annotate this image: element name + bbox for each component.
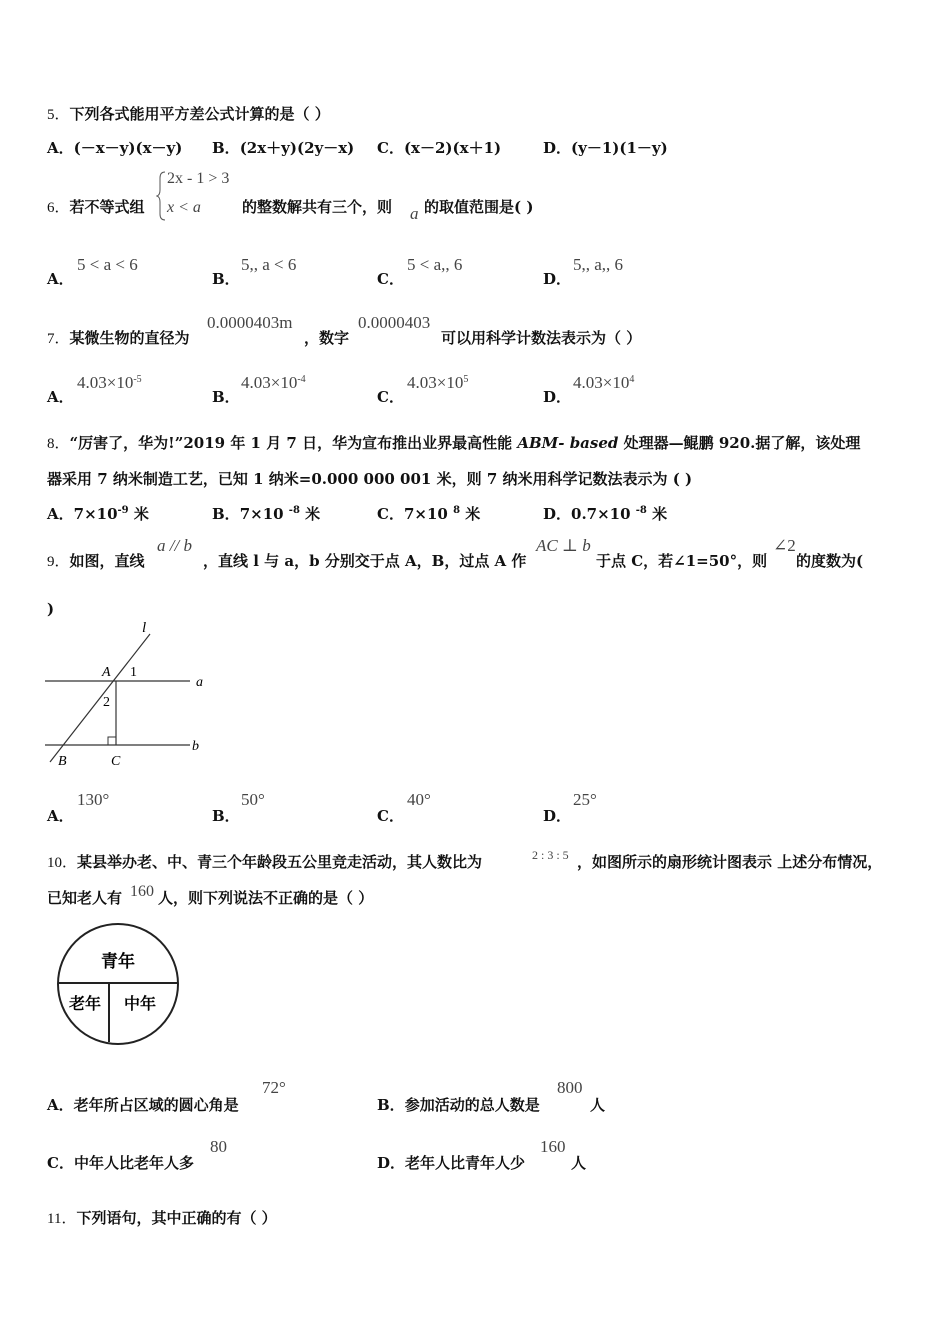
q6-system-line2: x < a — [167, 199, 201, 216]
q7-stem: 7．某微生物的直径为 — [47, 329, 190, 347]
q9-stem-d: 的度数为( — [796, 552, 864, 570]
q10-option-d: D．老年人比青年人少 — [377, 1154, 526, 1172]
q6-option-c-label: C． — [377, 270, 404, 288]
right-angle-mark — [108, 737, 116, 745]
q6-option-b: 5,, a < 6 — [241, 255, 297, 274]
q9-stem-b: ，直线 l 与 a，b 分别交于点 A，B，过点 A 作 — [203, 552, 527, 570]
q9-stem: 9．如图，直线 — [47, 552, 145, 570]
q5-option-a: A．(－x－y)(x－y) — [47, 139, 183, 157]
q7-option-c: $4.03\times 10^5$ — [407, 373, 469, 392]
q6-option-d-label: D． — [543, 270, 572, 288]
label-l: l — [142, 622, 147, 636]
q7-digit: 0.0000403 — [358, 313, 431, 332]
q6-var-a: a — [410, 204, 419, 223]
q9-close-paren: ) — [47, 600, 55, 618]
q7-option-d-label: D． — [543, 388, 572, 406]
q7-option-b: $4.03\times 10^{-4}$ — [241, 373, 306, 392]
q6-option-a: 5 < a < 6 — [77, 255, 138, 274]
q10-option-b-unit: 人 — [590, 1096, 606, 1114]
q5-option-c: C．(x－2)(x＋1) — [377, 139, 502, 157]
q10-line2-b: 人，则下列说法不正确的是（ ） — [158, 889, 374, 907]
q10-line2-a: 已知老人有 — [47, 889, 123, 907]
label-line-b: b — [192, 739, 199, 754]
q10-option-b: B．参加活动的总人数是 — [377, 1096, 540, 1114]
q9-option-c-label: C． — [377, 807, 404, 825]
q9-option-b: 50° — [241, 790, 265, 809]
q6-option-a-label: A． — [47, 270, 74, 288]
q6-option-b-label: B． — [212, 270, 240, 288]
q11-stem: 11．下列语句，其中正确的有（ ） — [47, 1209, 277, 1227]
q9-option-a: 130° — [77, 790, 110, 809]
q8-line2: 器采用 7 纳米制造工艺，已知 1 纳米=0.000 000 001 米，则 7 纳米用科学记数法表示为 ( ) — [47, 470, 693, 488]
pie-label-youth: 青年 — [101, 952, 135, 972]
q5-option-b: B．(2x＋y)(2y－x) — [212, 139, 355, 157]
q10-option-d-value: 160 — [540, 1137, 566, 1156]
q10-old-count: 160 — [130, 883, 154, 900]
label-point-b: B — [58, 754, 67, 769]
q10-option-b-value: 800 — [557, 1078, 583, 1097]
q6-system-line1: 2x - 1 > 3 — [167, 170, 230, 187]
label-angle-1: 1 — [130, 665, 137, 680]
q9-option-a-label: A． — [47, 807, 74, 825]
label-line-a: a — [196, 675, 203, 690]
q7-diameter: 0.0000403m — [207, 313, 293, 332]
label-angle-2: 2 — [103, 695, 110, 710]
q9-option-b-label: B． — [212, 807, 240, 825]
q7-option-c-label: C． — [377, 388, 404, 406]
q7-option-b-label: B． — [212, 388, 240, 406]
q10-line1: 10．某县举办老、中、青三个年龄段五公里竞走活动，其人数比为 — [47, 853, 483, 871]
q6-stem: 6．若不等式组 — [47, 198, 145, 216]
q9-option-d-label: D． — [543, 807, 572, 825]
label-point-a: A — [102, 665, 111, 680]
q8-option-c: C．7×10 $^8$ 米 — [377, 505, 481, 523]
q8-line1: 8．“厉害了，华为!”2019 年 1 月 7 日，华为宣布推出业界最高性能 ABM- based 处理器—鲲鹏 920.据了解，该处理 — [47, 434, 861, 452]
q9-option-c: 40° — [407, 790, 431, 809]
q6-stem-b: 的整数解共有三个，则 — [242, 198, 393, 216]
q9-option-d: 25° — [573, 790, 597, 809]
q10-option-a-value: 72° — [262, 1078, 286, 1097]
q10-option-c-value: 80 — [210, 1137, 227, 1156]
q10-pie-chart — [52, 922, 187, 1046]
q8-option-b: B．7×10 $^{-8}$ 米 — [212, 505, 321, 523]
q5-stem: 5．下列各式能用平方差公式计算的是（ ） — [47, 105, 330, 123]
q10-line1-b: ，如图所示的扇形统计图表示 上述分布情况， — [577, 853, 883, 871]
q5-option-d: D．(y－1)(1－y) — [543, 139, 668, 157]
q9-angle2: ∠2 — [773, 536, 796, 555]
q7-option-a-label: A． — [47, 388, 74, 406]
line-l — [50, 634, 150, 762]
pie-label-old: 老年 — [68, 994, 102, 1013]
q10-ratio: 2 : 3 : 5 — [532, 848, 569, 862]
q10-option-a: A．老年所占区域的圆心角是 — [47, 1096, 239, 1114]
q6-option-d: 5,, a,, 6 — [573, 255, 624, 274]
q6-stem-c: 的取值范围是( ) — [424, 198, 534, 216]
q9-stem-c: 于点 C，若∠1=50°，则 — [596, 552, 768, 570]
q7-stem-b: ，数字 — [304, 329, 350, 347]
q9-perp: AC ⊥ b — [536, 536, 591, 555]
pie-label-middle: 中年 — [123, 994, 157, 1013]
q7-stem-c: 可以用科学计数法表示为（ ） — [441, 329, 642, 347]
q8-option-a: A．$7\times 10^{-9}$ 米 — [47, 505, 149, 523]
q10-option-d-unit: 人 — [571, 1154, 587, 1172]
q8-option-d: D．0.7×10 $^{-8}$ 米 — [543, 505, 668, 523]
label-point-c: C — [111, 754, 121, 769]
q9-figure — [40, 622, 220, 772]
q9-parallel: a // b — [157, 536, 192, 555]
q7-option-a: $4.03\times 10^{-5}$ — [77, 373, 142, 392]
q6-option-c: 5 < a,, 6 — [407, 255, 463, 274]
q10-option-c: C．中年人比老年人多 — [47, 1154, 194, 1172]
q7-option-d: $4.03\times 10^4$ — [573, 373, 635, 392]
